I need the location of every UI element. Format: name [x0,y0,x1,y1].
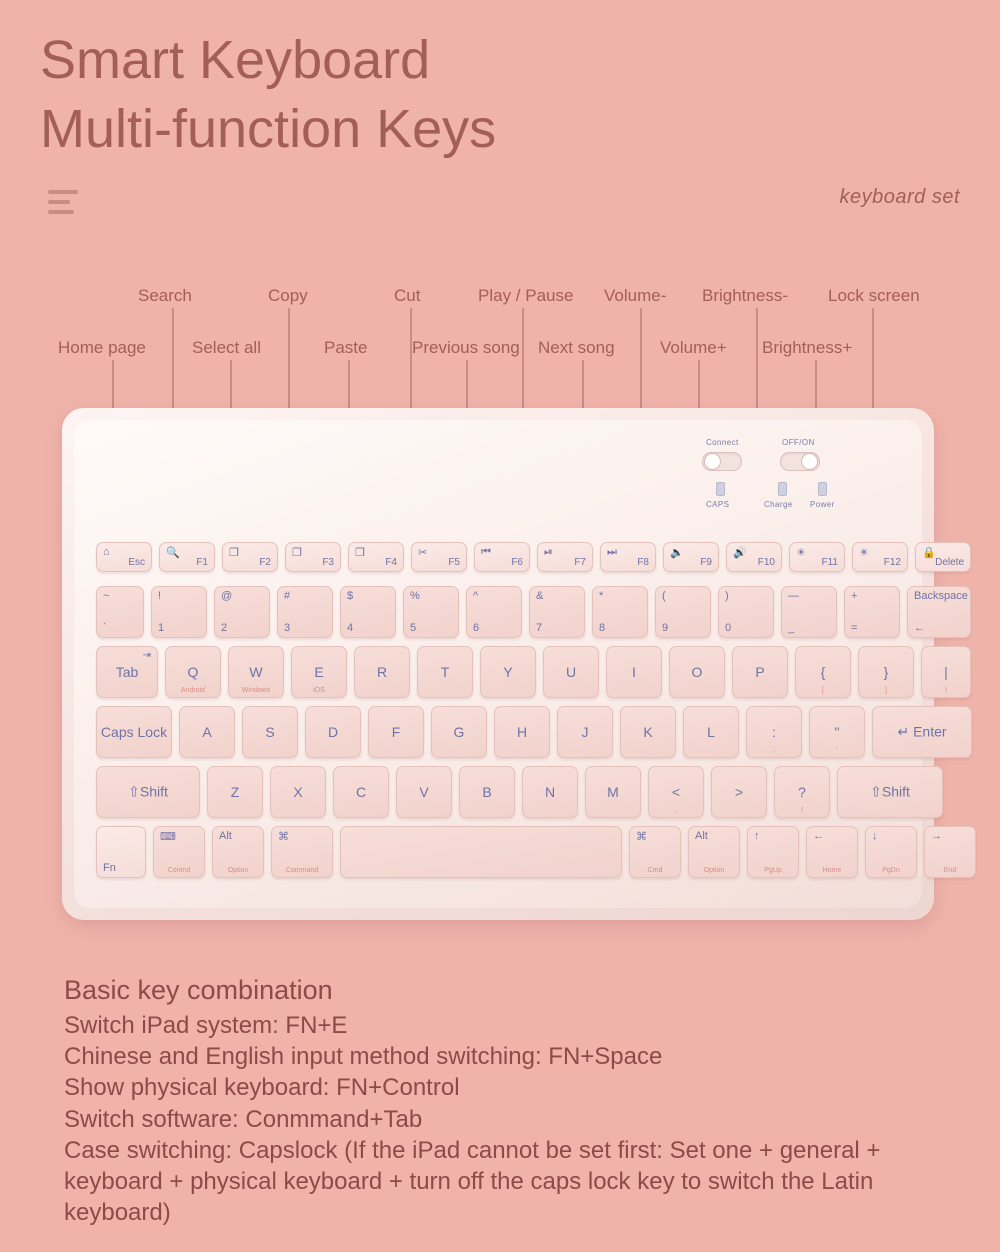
key-glyph-icon: ⏭ [607,546,617,558]
key-e[interactable] [291,646,347,698]
key-legend: > [734,784,744,800]
key-label: F8 [637,557,649,568]
key-4[interactable] [340,586,396,638]
key-glyph-icon: 🔍 [166,547,180,559]
key-legend: A [202,724,212,740]
key-u[interactable] [543,646,599,698]
key-n[interactable] [522,766,578,818]
key-option-right[interactable] [688,826,740,878]
key-upper-legend: $ [347,590,354,602]
key-label: F6 [511,557,523,568]
key-legend: " [834,724,840,740]
key-upper-legend: & [536,590,544,602]
key-legend: Z [230,784,240,800]
instruction-line-1: Chinese and English input method switching: FN+Space [64,1043,663,1071]
key-label: F11 [821,557,838,568]
key-upper-legend: ( [662,590,666,602]
key-f7-play-pause[interactable] [537,542,593,572]
qwerty-key-row [96,646,971,698]
callout-label-bottom_row-6: Brightness+ [762,338,853,357]
key-upper-legend: ) [725,590,729,602]
key-page-down[interactable] [865,826,917,878]
key-0[interactable] [718,586,774,638]
key-comma[interactable] [648,766,704,818]
key-legend: Tab [115,664,139,680]
key-legend: Caps Lock [100,724,168,740]
key-w[interactable] [228,646,284,698]
key-enter[interactable] [872,706,972,758]
key-tab[interactable] [96,646,158,698]
key-legend: U [565,664,577,680]
key-lower-legend: 3 [284,622,291,634]
key-legend: B [482,784,492,800]
page-title [40,26,496,164]
key-glyph-icon: 🔈 [670,547,684,559]
key-legend: Fn [103,862,116,874]
key-glyph-icon: 🔒 [922,547,936,559]
key-bracket-left[interactable] [795,646,851,698]
key-lower-legend: 4 [347,622,354,634]
title-line-2: Multi-function Keys [40,99,497,160]
key-b[interactable] [459,766,515,818]
key-2[interactable] [214,586,270,638]
key-glyph-icon: ✂ [418,547,428,559]
key-s[interactable] [242,706,298,758]
power-switch-knob[interactable] [801,453,818,470]
key-label: Delete [935,557,964,568]
key-m[interactable] [585,766,641,818]
key-legend: ⇧Shift [128,783,168,800]
key-h[interactable] [494,706,550,758]
key-glyph-icon: ⏮ [481,546,491,558]
key-upper-legend: Alt [695,830,708,842]
key-lower-legend: = [851,622,858,634]
key-legend: S [265,724,275,740]
key-sublabel: ] [885,687,887,694]
key-label: F9 [700,557,712,568]
key-minus[interactable] [781,586,837,638]
key-lower-legend: 8 [599,622,606,634]
key-legend: { [820,664,826,680]
instruction-line-3: Switch software: Conmmand+Tab [64,1105,423,1133]
instruction-line-2: Show physical keyboard: FN+Control [64,1074,460,1102]
key-legend: Option [227,867,249,874]
key-command[interactable] [271,826,333,878]
key-lower-legend: ` [103,622,107,634]
key-legend: D [327,724,339,740]
callout-label-top_row-1: Copy [268,286,308,305]
keyboard-set-label: keyboard set [839,186,960,208]
key-label: F3 [322,557,334,568]
key-x[interactable] [270,766,326,818]
callout-label-top_row-3: Play / Pause [478,286,574,305]
off-on-label: OFF/ON [782,438,815,447]
key-bracket-right[interactable] [858,646,914,698]
key-legend: E [314,664,324,680]
callout-label-bottom_row-3: Previous song [412,338,520,357]
key-1[interactable] [151,586,207,638]
key-legend: C [355,784,367,800]
key-backspace[interactable] [907,586,971,638]
key-period[interactable] [711,766,767,818]
key-command-right[interactable] [629,826,681,878]
key-semicolon[interactable] [746,706,802,758]
key-legend: R [376,664,388,680]
key-legend: ⇧Shift [870,783,910,800]
key-label: F7 [574,557,586,568]
callout-label-bottom_row-4: Next song [538,338,615,357]
key-c[interactable] [333,766,389,818]
key-sublabel: / [801,807,803,814]
key-upper-legend: ~ [103,590,110,602]
key-backtick[interactable] [96,586,144,638]
key-sublabel: [ [822,687,824,694]
key-label: F4 [385,557,397,568]
key-legend: G [453,724,465,740]
key-d[interactable] [305,706,361,758]
key-legend: Option [703,867,725,874]
key-sublabel: ' [836,747,838,754]
hamburger-menu-icon [48,190,82,216]
key-legend: W [249,664,263,680]
instructions-heading: Basic key combination [64,975,333,1005]
home-key-row [96,706,972,758]
key-z[interactable] [207,766,263,818]
callout-label-bottom_row-0: Home page [58,338,146,357]
key-legend: PgDn [882,867,900,874]
key-legend: M [607,784,619,800]
callout-label-top_row-2: Cut [394,286,421,305]
key-legend: Cmd [647,867,663,874]
connect-label: Connect [706,438,739,447]
key-legend: J [581,724,589,740]
key-9[interactable] [655,586,711,638]
key-legend: Q [187,664,199,680]
key-legend: < [671,784,681,800]
key-l[interactable] [683,706,739,758]
key-legend: PgUp [764,867,782,874]
key-alt-glyph-icon: ⇥ [142,650,151,661]
instruction-line-0: Switch iPad system: FN+E [64,1012,348,1039]
key-shift-right[interactable] [837,766,943,818]
callout-label-bottom_row-5: Volume+ [660,338,727,357]
caps-label: CAPS [706,500,730,509]
callout-label-top_row-6: Lock screen [828,286,920,305]
key-o[interactable] [669,646,725,698]
key-glyph-icon: ☀ [859,547,869,559]
shift-key-row [96,766,943,818]
key-lower-legend: 5 [410,622,417,634]
callout-label-bottom_row-1: Select all [192,338,261,357]
key-f2-select-all[interactable] [222,542,278,572]
key-sublabel: \ [945,687,947,694]
key-3[interactable] [277,586,333,638]
power-led-icon [818,482,827,496]
key-glyph-icon: ❐ [355,547,365,559]
key-lower-legend: 2 [221,622,228,634]
key-k[interactable] [620,706,676,758]
key-lower-legend: 1 [158,622,165,634]
instructions-lines [64,1010,944,1228]
key-legend: N [544,784,556,800]
key-legend: O [691,664,703,680]
charge-led-icon [778,482,787,496]
key-glyph-icon: ❐ [292,547,302,559]
key-sublabel: iOS [313,687,325,694]
key-7[interactable] [529,586,585,638]
key-6[interactable] [466,586,522,638]
key-upper-legend: ⌘ [636,831,647,843]
function-key-row [96,542,971,572]
key-v[interactable] [396,766,452,818]
key-f12-brightness-up[interactable] [852,542,908,572]
key-space[interactable] [340,826,622,878]
key-upper-legend: → [931,830,942,842]
key-glyph-icon: 🔊 [733,547,747,559]
key-lower-legend: 9 [662,622,669,634]
key-legend: ? [798,784,806,800]
key-legend: End [943,867,957,874]
key-8[interactable] [592,586,648,638]
key-legend: F [391,724,401,740]
key-f8-next[interactable] [600,542,656,572]
key-upper-legend: % [410,590,420,602]
key-f6-previous[interactable] [474,542,530,572]
key-upper-legend: Backspace [914,590,968,602]
key-p[interactable] [732,646,788,698]
key-delete-lock[interactable] [915,542,971,572]
key-quote[interactable] [809,706,865,758]
key-a[interactable] [179,706,235,758]
number-key-row [96,586,971,638]
instructions-block [64,975,944,1228]
power-switch[interactable] [780,452,820,471]
key-equals[interactable] [844,586,900,638]
key-j[interactable] [557,706,613,758]
key-upper-legend: ↑ [754,830,760,842]
keyboard-surface [74,420,968,908]
key-glyph-icon: ⌂ [103,546,110,558]
key-upper-legend: @ [221,590,233,602]
key-f1-search[interactable] [159,542,215,572]
key-sublabel: Windows [241,687,271,694]
key-legend: V [419,784,429,800]
key-f4-paste[interactable] [348,542,404,572]
key-control[interactable] [153,826,205,878]
key-r[interactable] [354,646,410,698]
key-upper-legend: ! [158,590,162,602]
key-glyph-icon: ☀ [796,547,806,559]
title-line-1: Smart Keyboard [40,30,431,90]
key-sublabel: , [675,807,677,814]
key-q[interactable] [165,646,221,698]
callout-label-bottom_row-2: Paste [324,338,368,357]
key-g[interactable] [431,706,487,758]
key-legend: : [772,724,776,740]
key-lower-legend: ← [914,622,925,634]
key-lower-legend: 7 [536,622,543,634]
key-label: F10 [757,557,775,568]
key-f9-volume-down[interactable] [663,542,719,572]
key-label: F1 [196,557,208,568]
key-lower-legend: _ [788,622,795,634]
key-label: F2 [259,557,271,568]
power-label: Power [810,500,835,509]
key-legend: T [440,664,450,680]
keyboard-body [62,408,968,920]
key-upper-legend: + [851,590,858,602]
key-f10-volume-up[interactable] [726,542,782,572]
key-upper-legend: ↓ [872,830,878,842]
key-shift-left[interactable] [96,766,200,818]
key-slash[interactable] [774,766,830,818]
key-caps-lock[interactable] [96,706,172,758]
key-legend: X [293,784,303,800]
key-upper-legend: * [599,590,604,602]
key-legend: K [643,724,653,740]
key-upper-legend: ^ [473,590,479,602]
key-f11-brightness-down[interactable] [789,542,845,572]
connect-switch-knob[interactable] [704,453,721,470]
key-upper-legend: — [788,590,799,602]
modifier-key-row [96,826,976,878]
key-legend: I [632,664,636,680]
key-upper-legend: Alt [219,830,232,842]
key-upper-legend: ⌘ [278,831,289,843]
key-t[interactable] [417,646,473,698]
key-esc-home[interactable] [96,542,152,572]
key-home[interactable] [806,826,858,878]
key-legend: L [707,724,715,740]
key-label: F12 [883,557,901,568]
keyboard-status-area [700,438,900,530]
key-legend: H [516,724,528,740]
key-label: F5 [448,557,460,568]
key-legend: P [755,664,765,680]
connect-switch[interactable] [702,452,742,471]
key-legend: } [883,664,889,680]
key-i[interactable] [606,646,662,698]
charge-label: Charge [764,500,793,509]
key-upper-legend: # [284,590,291,602]
key-sublabel: . [738,807,740,814]
key-backslash[interactable] [921,646,971,698]
key-glyph-icon: ❐ [229,547,239,559]
key-f5-cut[interactable] [411,542,467,572]
key-legend: Y [503,664,513,680]
callout-label-top_row-5: Brightness- [702,286,788,305]
key-sublabel: Android [180,687,206,694]
key-fn[interactable] [96,826,146,878]
key-end[interactable] [924,826,976,878]
key-label: Esc [128,557,145,568]
key-legend: Command [285,867,319,874]
key-glyph-icon: ⏯ [544,546,553,558]
caps-led-icon [716,482,725,496]
key-f[interactable] [368,706,424,758]
key-page-up[interactable] [747,826,799,878]
key-legend: Control [167,867,191,874]
key-5[interactable] [403,586,459,638]
key-lower-legend: 6 [473,622,480,634]
key-f3-copy[interactable] [285,542,341,572]
key-upper-legend: ← [813,830,824,842]
key-option[interactable] [212,826,264,878]
keyboard-glyph-icon: ⌨ [160,831,176,843]
callout-label-top_row-4: Volume- [604,286,667,305]
key-legend: Home [822,867,842,874]
key-legend: ↵ Enter [897,723,947,740]
key-y[interactable] [480,646,536,698]
key-lower-legend: 0 [725,622,732,634]
instruction-line-4: Case switching: Capslock (If the iPad cannot be set first: Set one + general + keyboard + physical keyboard + turn off the caps lock key to switch the Latin keyboard) [64,1136,881,1227]
key-legend: | [944,664,948,680]
callout-label-top_row-0: Search [138,286,192,305]
key-sublabel: ; [773,747,775,754]
